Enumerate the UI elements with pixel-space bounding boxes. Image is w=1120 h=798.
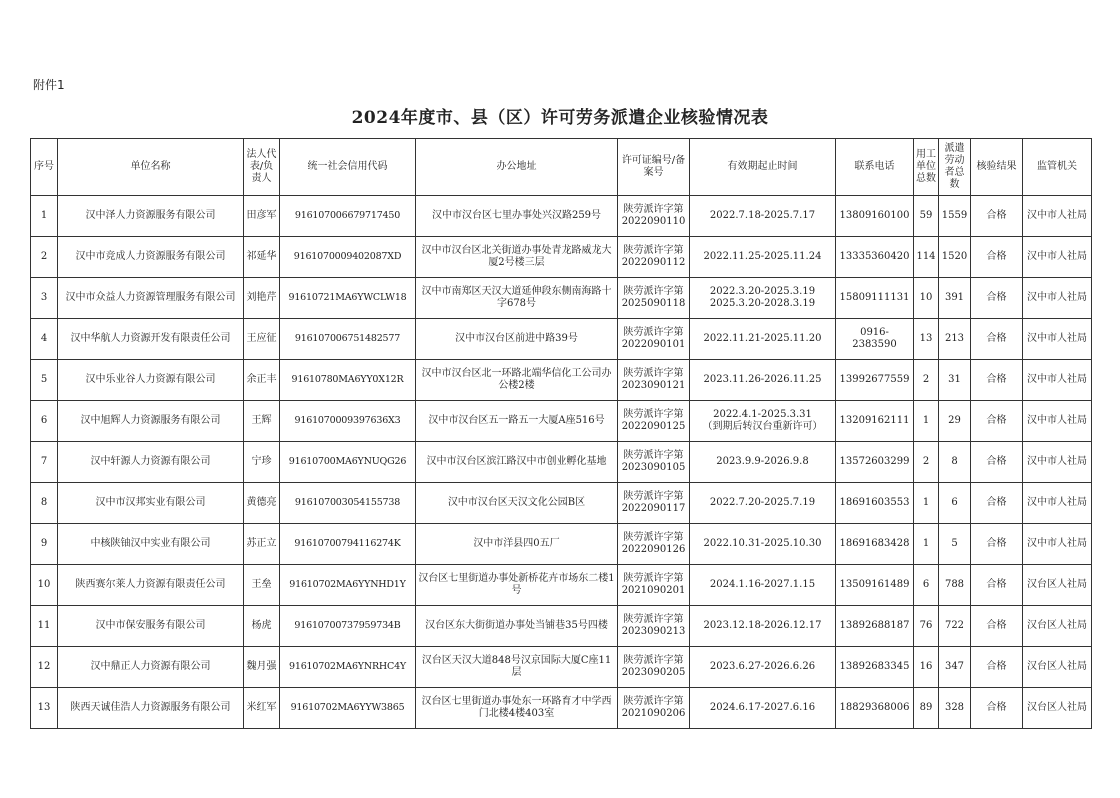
cell-license: 陕劳派许字第2023090105 [618,442,690,483]
cell-result: 合格 [971,319,1023,360]
cell-workers: 31 [939,360,971,401]
table-row [31,442,1092,483]
cell-code: 916107006679717450 [280,196,416,237]
cell-name: 汉中华航人力资源开发有限责任公司 [58,319,244,360]
cell-code: 9161070009397636X3 [280,401,416,442]
cell-workers: 328 [939,688,971,729]
cell-address: 汉台区东大街街道办事处当铺巷35号四楼 [416,606,618,647]
attachment-label: 附件1 [33,78,65,92]
cell-result: 合格 [971,524,1023,565]
cell-legal: 米红军 [244,688,280,729]
cell-license: 陕劳派许字第2022090112 [618,237,690,278]
cell-result: 合格 [971,647,1023,688]
cell-code: 91610702MA6YYNHD1Y [280,565,416,606]
cell-phone: 18691683428 [836,524,914,565]
cell-license: 陕劳派许字第2022090110 [618,196,690,237]
cell-legal: 杨虎 [244,606,280,647]
cell-address: 汉中市汉台区五一路五一大厦A座516号 [416,401,618,442]
header-authority: 监管机关 [1023,139,1092,196]
cell-no: 2 [31,237,58,278]
header-phone: 联系电话 [836,139,914,196]
cell-legal: 苏正立 [244,524,280,565]
cell-authority: 汉中市人社局 [1023,237,1092,278]
cell-employees: 16 [914,647,939,688]
cell-period: 2022.10.31-2025.10.30 [690,524,836,565]
cell-period: 2023.12.18-2026.12.17 [690,606,836,647]
cell-address: 汉中市南郑区天汉大道延伸段东侧南海路十字678号 [416,278,618,319]
cell-legal: 黄德亮 [244,483,280,524]
cell-workers: 347 [939,647,971,688]
cell-address: 汉台区七里街道办事处东一环路育才中学西门北楼4楼403室 [416,688,618,729]
cell-no: 10 [31,565,58,606]
cell-license: 陕劳派许字第2022090125 [618,401,690,442]
cell-name: 汉中鼎正人力资源有限公司 [58,647,244,688]
cell-legal: 王垒 [244,565,280,606]
cell-phone: 18691603553 [836,483,914,524]
cell-result: 合格 [971,483,1023,524]
cell-legal: 王辉 [244,401,280,442]
cell-authority: 汉中市人社局 [1023,196,1092,237]
cell-name: 汉中轩源人力资源有限公司 [58,442,244,483]
cell-phone: 13992677559 [836,360,914,401]
cell-employees: 89 [914,688,939,729]
cell-employees: 10 [914,278,939,319]
cell-legal: 宁珍 [244,442,280,483]
cell-period: 2024.6.17-2027.6.16 [690,688,836,729]
cell-employees: 2 [914,360,939,401]
cell-name: 陕西天诚佳浩人力资源服务有限公司 [58,688,244,729]
cell-period: 2023.6.27-2026.6.26 [690,647,836,688]
table-row [31,565,1092,606]
cell-name: 汉中泽人力资源服务有限公司 [58,196,244,237]
cell-license: 陕劳派许字第2021090201 [618,565,690,606]
cell-employees: 6 [914,565,939,606]
cell-name: 陕西赛尔莱人力资源有限责任公司 [58,565,244,606]
cell-no: 3 [31,278,58,319]
table-row [31,647,1092,688]
cell-phone: 18829368006 [836,688,914,729]
cell-result: 合格 [971,606,1023,647]
cell-period: 2022.4.1-2025.3.31 （到期后转汉台重新许可） [690,401,836,442]
header-employees: 用工单位总数 [914,139,939,196]
cell-name: 汉中市竞成人力资源服务有限公司 [58,237,244,278]
cell-employees: 59 [914,196,939,237]
cell-license: 陕劳派许字第2022090126 [618,524,690,565]
cell-no: 13 [31,688,58,729]
cell-name: 中核陕铀汉中实业有限公司 [58,524,244,565]
cell-code: 916107006751482577 [280,319,416,360]
cell-result: 合格 [971,278,1023,319]
cell-employees: 1 [914,524,939,565]
cell-phone: 13809160100 [836,196,914,237]
cell-authority: 汉中市人社局 [1023,524,1092,565]
cell-result: 合格 [971,237,1023,278]
cell-workers: 722 [939,606,971,647]
cell-authority: 汉台区人社局 [1023,606,1092,647]
cell-result: 合格 [971,565,1023,606]
cell-address: 汉中市汉台区北一环路北端华信化工公司办公楼2楼 [416,360,618,401]
cell-workers: 5 [939,524,971,565]
cell-address: 汉中市汉台区北关街道办事处青龙路威龙大厦2号楼三层 [416,237,618,278]
table-row [31,688,1092,729]
table-row [31,483,1092,524]
cell-period: 2022.11.25-2025.11.24 [690,237,836,278]
table-row [31,278,1092,319]
cell-legal: 余正丰 [244,360,280,401]
cell-phone: 13209162111 [836,401,914,442]
cell-authority: 汉台区人社局 [1023,647,1092,688]
cell-legal: 王应征 [244,319,280,360]
cell-no: 11 [31,606,58,647]
cell-workers: 29 [939,401,971,442]
cell-employees: 13 [914,319,939,360]
cell-result: 合格 [971,196,1023,237]
cell-result: 合格 [971,401,1023,442]
table-row [31,360,1092,401]
table-row [31,196,1092,237]
cell-license: 陕劳派许字第2021090206 [618,688,690,729]
header-license: 许可证编号/备案号 [618,139,690,196]
cell-no: 1 [31,196,58,237]
cell-no: 4 [31,319,58,360]
cell-code: 91610702MA6YYW3865 [280,688,416,729]
cell-code: 91610700737959734B [280,606,416,647]
cell-period: 2022.3.20-2025.3.19 2025.3.20-2028.3.19 [690,278,836,319]
cell-phone: 13572603299 [836,442,914,483]
cell-legal: 刘艳芹 [244,278,280,319]
cell-employees: 1 [914,483,939,524]
cell-no: 5 [31,360,58,401]
cell-name: 汉中市汉邦实业有限公司 [58,483,244,524]
cell-name: 汉中旭辉人力资源服务有限公司 [58,401,244,442]
cell-code: 916107003054155738 [280,483,416,524]
cell-phone: 13509161489 [836,565,914,606]
cell-workers: 391 [939,278,971,319]
cell-result: 合格 [971,442,1023,483]
cell-no: 7 [31,442,58,483]
cell-license: 陕劳派许字第2023090205 [618,647,690,688]
cell-authority: 汉中市人社局 [1023,401,1092,442]
cell-no: 9 [31,524,58,565]
cell-address: 汉中市汉台区滨江路汉中市创业孵化基地 [416,442,618,483]
cell-address: 汉中市洋县四0五厂 [416,524,618,565]
cell-legal: 魏月强 [244,647,280,688]
cell-name: 汉中市保安服务有限公司 [58,606,244,647]
cell-no: 8 [31,483,58,524]
cell-period: 2023.9.9-2026.9.8 [690,442,836,483]
cell-authority: 汉台区人社局 [1023,565,1092,606]
cell-authority: 汉中市人社局 [1023,360,1092,401]
header-name: 单位名称 [58,139,244,196]
cell-license: 陕劳派许字第2023090213 [618,606,690,647]
header-address: 办公地址 [416,139,618,196]
cell-authority: 汉台区人社局 [1023,688,1092,729]
header-workers: 派遣劳动者总数 [939,139,971,196]
cell-address: 汉台区天汉大道848号汉京国际大厦C座11层 [416,647,618,688]
cell-address: 汉台区七里街道办事处新桥花卉市场东二楼1号 [416,565,618,606]
cell-workers: 788 [939,565,971,606]
table-row [31,606,1092,647]
cell-authority: 汉中市人社局 [1023,442,1092,483]
cell-workers: 213 [939,319,971,360]
cell-workers: 1559 [939,196,971,237]
cell-name: 汉中市众益人力资源管理服务有限公司 [58,278,244,319]
table-row [31,319,1092,360]
cell-period: 2023.11.26-2026.11.25 [690,360,836,401]
cell-code: 9161070009402087XD [280,237,416,278]
cell-name: 汉中乐业谷人力资源有限公司 [58,360,244,401]
document-title: 2024年度市、县（区）许可劳务派遣企业核验情况表 [351,108,769,128]
cell-code: 91610780MA6YY0X12R [280,360,416,401]
cell-authority: 汉中市人社局 [1023,483,1092,524]
cell-phone: 15809111131 [836,278,914,319]
cell-code: 91610721MA6YWCLW18 [280,278,416,319]
cell-employees: 76 [914,606,939,647]
verification-table [30,138,1092,729]
cell-license: 陕劳派许字第2023090121 [618,360,690,401]
cell-address: 汉中市汉台区天汉文化公园B区 [416,483,618,524]
cell-period: 2022.7.20-2025.7.19 [690,483,836,524]
cell-authority: 汉中市人社局 [1023,278,1092,319]
cell-authority: 汉中市人社局 [1023,319,1092,360]
table-row [31,401,1092,442]
cell-workers: 1520 [939,237,971,278]
cell-workers: 8 [939,442,971,483]
header-code: 统一社会信用代码 [280,139,416,196]
cell-phone: 13892683345 [836,647,914,688]
cell-no: 6 [31,401,58,442]
cell-workers: 6 [939,483,971,524]
header-period: 有效期起止时间 [690,139,836,196]
cell-period: 2022.11.21-2025.11.20 [690,319,836,360]
cell-phone: 13892688187 [836,606,914,647]
cell-license: 陕劳派许字第2025090118 [618,278,690,319]
cell-legal: 祁延华 [244,237,280,278]
table-row [31,524,1092,565]
cell-period: 2022.7.18-2025.7.17 [690,196,836,237]
cell-phone: 0916-2383590 [836,319,914,360]
cell-license: 陕劳派许字第2022090117 [618,483,690,524]
cell-code: 91610700MA6YNUQG26 [280,442,416,483]
table-row [31,237,1092,278]
table-header-row [31,139,1092,196]
cell-phone: 13335360420 [836,237,914,278]
cell-address: 汉中市汉台区前进中路39号 [416,319,618,360]
cell-employees: 114 [914,237,939,278]
cell-no: 12 [31,647,58,688]
cell-result: 合格 [971,360,1023,401]
cell-legal: 田彦军 [244,196,280,237]
cell-period: 2024.1.16-2027.1.15 [690,565,836,606]
header-result: 核验结果 [971,139,1023,196]
cell-employees: 1 [914,401,939,442]
cell-code: 91610702MA6YNRHC4Y [280,647,416,688]
cell-address: 汉中市汉台区七里办事处兴汉路259号 [416,196,618,237]
header-legal: 法人代表/负责人 [244,139,280,196]
cell-employees: 2 [914,442,939,483]
cell-code: 91610700794116274K [280,524,416,565]
cell-license: 陕劳派许字第2022090101 [618,319,690,360]
cell-result: 合格 [971,688,1023,729]
header-no: 序号 [31,139,58,196]
